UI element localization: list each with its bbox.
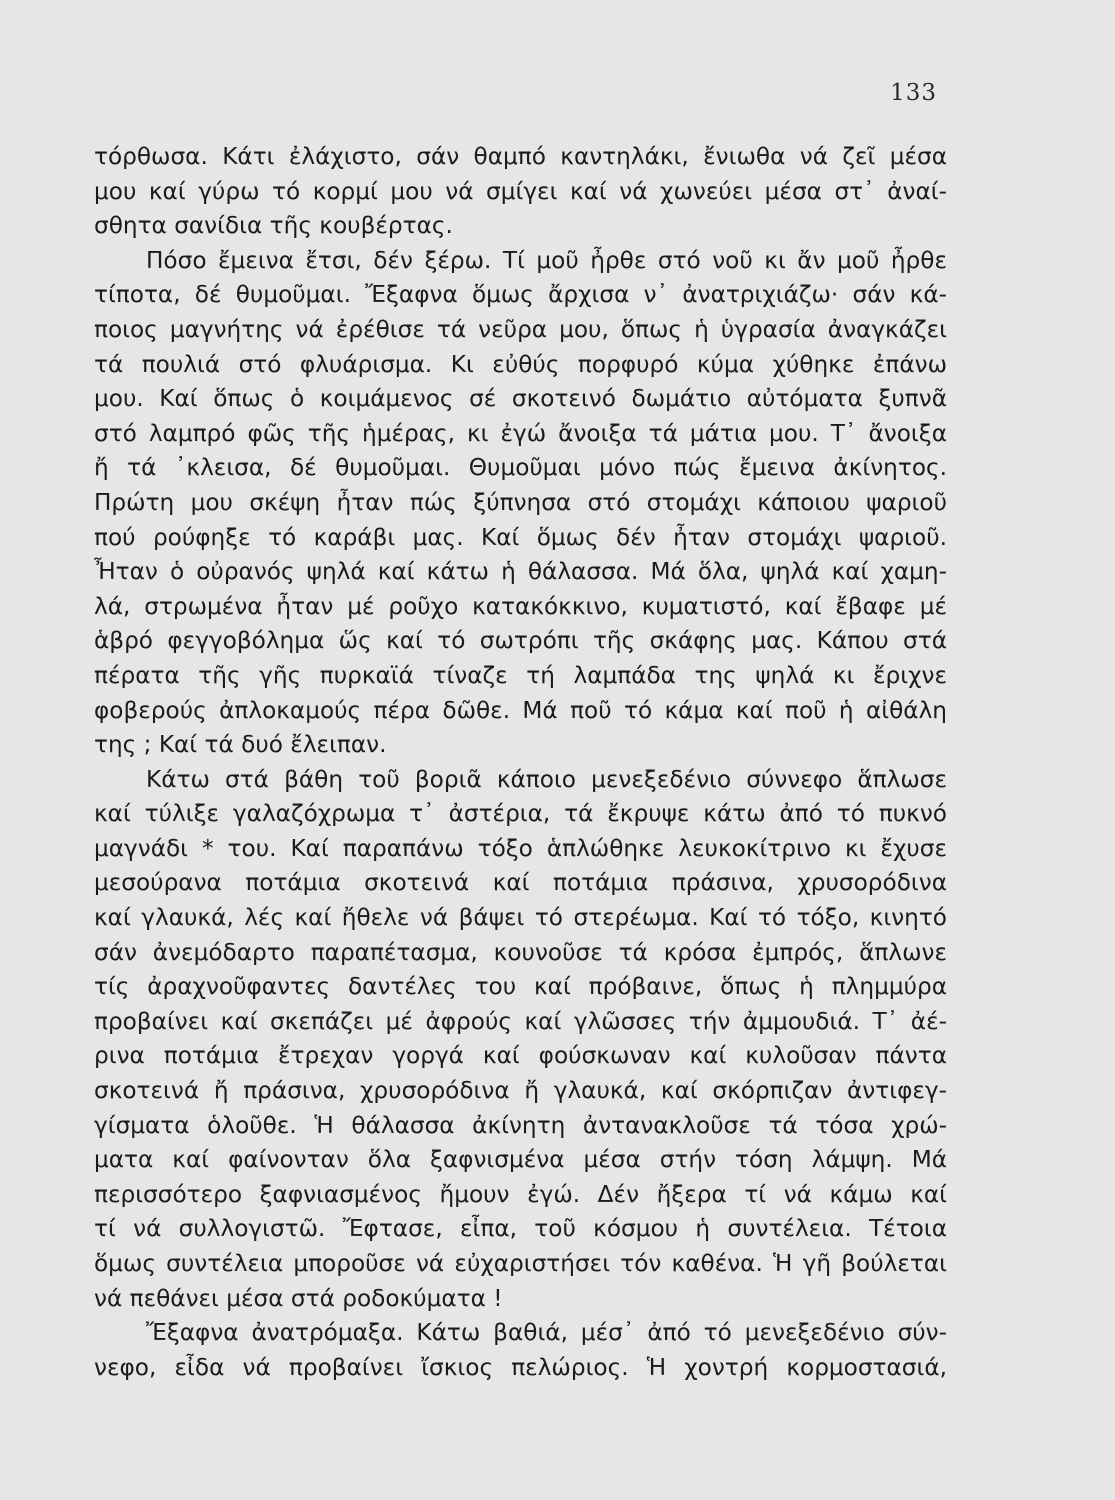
text-line: στό λαμπρό φῶς τῆς ἡμέρας, κι ἐγώ ἄνοιξα τά μάτια μου. Τ᾽ ἄνοιξα bbox=[94, 419, 947, 447]
text-line: ποιος μαγνήτης νά ἐρέθισε τά νεῦρα μου, ὅπως ἡ ὑγρασία ἀναγκάζει bbox=[94, 315, 947, 343]
page-number: 133 bbox=[890, 80, 937, 106]
text-line: καί γλαυκά, λές καί ἤθελε νά βάψει τό στερέωμα. Καί τό τόξο, κινητό bbox=[94, 904, 947, 932]
text-line: ὅμως συντέλεια μποροῦσε νά εὐχαριστήσει τόν καθένα. Ἡ γῆ βούλεται bbox=[94, 1250, 947, 1277]
text-line: πέρατα τῆς γῆς πυρκαϊά τίναζε τή λαμπάδα της ψηλά κι ἔριχνε bbox=[94, 661, 947, 689]
text-line: περισσότερο ξαφνιασμένος ἤμουν ἐγώ. Δέν ἤξερα τί νά κάμω καί bbox=[94, 1180, 947, 1208]
body-text bbox=[94, 140, 947, 1385]
text-line: ἤ τά ᾽κλεισα, δέ θυμοῦμαι. Θυμοῦμαι μόνο πώς ἔμεινα ἀκίνητος. bbox=[94, 454, 947, 482]
text-line: τίς ἀραχνοῦφαντες δαντέλες του καί πρόβαινε, ὅπως ἡ πλημμύρα bbox=[94, 973, 947, 1001]
text-line: μου. Καί ὅπως ὁ κοιμάμενος σέ σκοτεινό δωμάτιο αὐτόματα ξυπνᾶ bbox=[94, 385, 947, 413]
text-line: Ἔξαφνα ἀνατρόμαξα. Κάτω βαθιά, μέσ᾽ ἀπό τό μενεξεδένιο σύν- bbox=[146, 1319, 947, 1347]
text-line: πού ρούφηξε τό καράβι μας. Καί ὅμως δέν ἦταν στομάχι ψαριοῦ. bbox=[94, 523, 947, 551]
text-line: μαγνάδι * του. Καί παραπάνω τόξο ἁπλώθηκε λευκοκίτρινο κι ἔχυσε bbox=[94, 834, 947, 862]
text-line: ματα καί φαίνονταν ὅλα ξαφνισμένα μέσα στήν τόση λάμψη. Μά bbox=[94, 1146, 947, 1174]
text-line: γίσματα ὁλοῦθε. Ἡ θάλασσα ἀκίνητη ἀντανακλοῦσε τά τόσα χρώ- bbox=[94, 1111, 947, 1139]
text-line: Πρώτη μου σκέψη ἦταν πώς ξύπνησα στό στομάχι κάποιου ψαριοῦ bbox=[94, 488, 947, 516]
text-line: σκοτεινά ἤ πράσινα, χρυσορόδινα ἤ γλαυκά, καί σκόρπιζαν ἀντιφεγ- bbox=[94, 1077, 947, 1105]
text-line: σθητα σανίδια τῆς κουβέρτας. bbox=[94, 212, 453, 240]
text-line: Πόσο ἔμεινα ἔτσι, δέν ξέρω. Τί μοῦ ἦρθε στό νοῦ κι ἄν μοῦ ἦρθε bbox=[146, 246, 947, 274]
text-line: σάν ἀνεμόδαρτο παραπέτασμα, κουνοῦσε τά κρόσα ἐμπρός, ἅπλωνε bbox=[94, 938, 947, 966]
text-line: ἁβρό φεγγοβόλημα ὥς καί τό σωτρόπι τῆς σκάφης μας. Κάπου στά bbox=[94, 627, 947, 655]
text-line: τί νά συλλογιστῶ. Ἔφτασε, εἶπα, τοῦ κόσμου ἡ συντέλεια. Τέτοια bbox=[94, 1215, 947, 1243]
text-line: ρινα ποτάμια ἔτρεχαν γοργά καί φούσκωναν καί κυλοῦσαν πάντα bbox=[94, 1042, 947, 1070]
text-line: μεσούρανα ποτάμια σκοτεινά καί ποτάμια πράσινα, χρυσορόδινα bbox=[94, 869, 947, 897]
text-line: Ἦταν ὁ οὐρανός ψηλά καί κάτω ἡ θάλασσα. Μά ὅλα, ψηλά καί χαμη- bbox=[94, 558, 947, 586]
text-line: Κάτω στά βάθη τοῦ βοριᾶ κάποιο μενεξεδένιο σύννεφο ἅπλωσε bbox=[146, 765, 947, 793]
text-line: καί τύλιξε γαλαζόχρωμα τ᾽ ἀστέρια, τά ἔκρυψε κάτω ἀπό τό πυκνό bbox=[94, 800, 947, 828]
text-line: προβαίνει καί σκεπάζει μέ ἀφρούς καί γλῶσσες τήν ἀμμουδιά. Τ᾽ ἀέ- bbox=[94, 1007, 947, 1035]
text-line: μου καί γύρω τό κορμί μου νά σμίγει καί νά χωνεύει μέσα στ᾽ ἀναί- bbox=[94, 177, 947, 205]
text-line: νεφο, εἶδα νά προβαίνει ἴσκιος πελώριος. Ἡ χοντρή κορμοστασιά, bbox=[94, 1353, 947, 1381]
text-line: λά, στρωμένα ἦταν μέ ροῦχο κατακόκκινο, κυματιστό, καί ἔβαφε μέ bbox=[94, 592, 947, 620]
text-line: τόρθωσα. Κάτι ἐλάχιστο, σάν θαμπό καντηλάκι, ἔνιωθα νά ζεῖ μέσα bbox=[94, 143, 947, 170]
text-line: τά πουλιά στό φλυάρισμα. Κι εὐθύς πορφυρό κύμα χύθηκε ἐπάνω bbox=[94, 350, 947, 378]
text-line: νά πεθάνει μέσα στά ροδοκύματα ! bbox=[94, 1284, 503, 1312]
text-line: της ; Καί τά δυό ἔλειπαν. bbox=[94, 731, 387, 759]
text-line: φοβερούς ἀπλοκαμούς πέρα δῶθε. Μά ποῦ τό κάμα καί ποῦ ἡ αἰθάλη bbox=[94, 696, 947, 724]
text-line: τίποτα, δέ θυμοῦμαι. Ἔξαφνα ὅμως ἄρχισα ν᾽ ἀνατριχιάζω· σάν κά- bbox=[94, 281, 947, 309]
